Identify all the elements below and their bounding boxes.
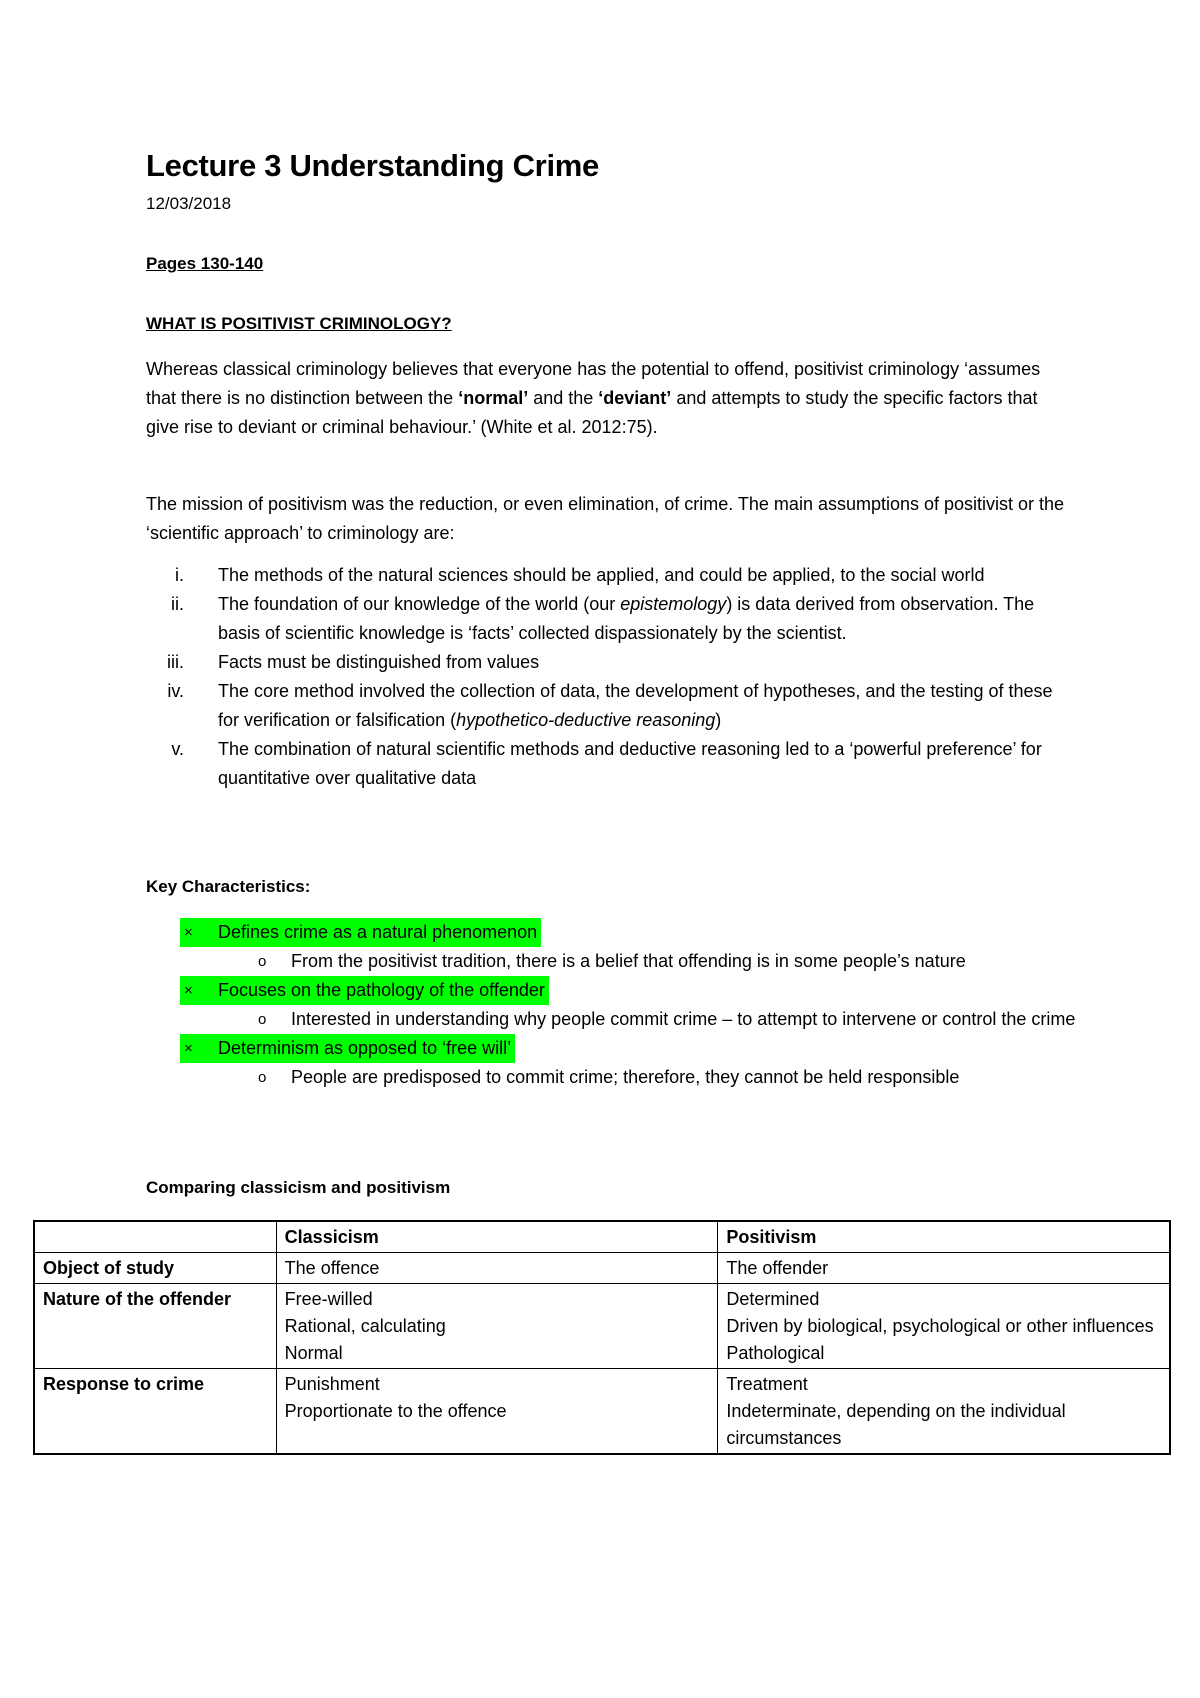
intro-normal-term: ‘normal’	[458, 388, 529, 408]
list-item-text: The foundation of our knowledge of the world (our	[218, 594, 621, 614]
highlighted-characteristic	[180, 918, 541, 947]
positivism-cell	[718, 1253, 1170, 1284]
list-item-text: Facts must be distinguished from values	[218, 652, 540, 672]
pages-reference: Pages 130-140	[146, 254, 264, 273]
circle-bullet-icon: o	[258, 1011, 267, 1028]
characteristic-label: Focuses on the pathology of the offender	[218, 980, 545, 1000]
table-header-cell	[34, 1221, 276, 1253]
cell-line: Proportionate to the offence	[284, 1401, 507, 1421]
lecture-date: 12/03/2018	[146, 194, 232, 213]
row-label: Nature of the offender	[34, 1284, 276, 1369]
list-number: iv.	[167, 681, 184, 701]
list-number: v.	[171, 739, 184, 759]
list-number: iii.	[167, 652, 184, 672]
cell-line: Indeterminate, depending on the individual circumstances	[726, 1401, 1066, 1448]
characteristics-list	[146, 918, 1086, 1092]
intro-text-e: and attempts to study the specific factors that give rise to deviant or criminal behaviour.’ (White et al. 2012:75).	[146, 388, 1038, 437]
sub-list-item	[146, 1005, 1086, 1034]
list-item-text: ) is data derived from observation. The basis of scientific knowledge is ‘facts’ collected dispassionately by the scientist.	[218, 594, 1035, 643]
highlighted-characteristic	[180, 976, 549, 1005]
highlighted-characteristic	[180, 1034, 515, 1063]
cell-line: Determined	[726, 1289, 820, 1309]
list-item	[146, 590, 1076, 648]
intro-text-c: and the	[528, 388, 599, 408]
table-row	[34, 1284, 1170, 1369]
table-row	[34, 1369, 1170, 1455]
cell-line: Pathological	[726, 1343, 825, 1363]
circle-bullet-icon: o	[258, 1069, 267, 1086]
sub-list	[218, 1063, 1086, 1092]
list-item-emphasis: hypothetico-deductive reasoning	[456, 710, 716, 730]
cell-line: Free-willed	[284, 1289, 373, 1309]
sub-list	[218, 947, 1086, 976]
comparison-table	[33, 1220, 1171, 1455]
sub-list-item	[146, 947, 1086, 976]
list-item	[146, 976, 1086, 1034]
list-item	[146, 648, 1076, 677]
cross-bullet-icon: ×	[184, 1040, 193, 1057]
list-number: i.	[175, 565, 184, 585]
classicism-cell	[276, 1369, 718, 1455]
classicism-cell	[276, 1253, 718, 1284]
classicism-cell	[276, 1284, 718, 1369]
list-item-text: The methods of the natural sciences should be applied, and could be applied, to the social world	[218, 565, 985, 585]
cell-line: The offender	[726, 1258, 829, 1278]
table-header-cell: Classicism	[276, 1221, 718, 1253]
table-row	[34, 1253, 1170, 1284]
cross-bullet-icon: ×	[184, 924, 193, 941]
cell-line: Rational, calculating	[284, 1316, 446, 1336]
characteristic-label: Defines crime as a natural phenomenon	[218, 922, 538, 942]
table-header-row	[34, 1221, 1170, 1253]
list-item-emphasis: epistemology	[620, 594, 727, 614]
key-characteristics-heading: Key Characteristics:	[146, 877, 311, 896]
intro-paragraph	[146, 355, 1066, 442]
sub-item-text: Interested in understanding why people commit crime – to attempt to intervene or control the crime	[291, 1009, 1076, 1029]
intro-deviant-term: ‘deviant’	[598, 388, 672, 408]
positivism-cell	[718, 1284, 1170, 1369]
page-title: Lecture 3 Understanding Crime	[146, 148, 599, 183]
list-item-text: )	[715, 710, 722, 730]
intro-text-a: Whereas classical criminology believes that everyone has the potential to offend, positivist criminology ‘assumes that there is no distinction between the	[146, 359, 1041, 408]
cell-line: The offence	[284, 1258, 380, 1278]
sub-item-text: People are predisposed to commit crime; therefore, they cannot be held responsible	[291, 1067, 960, 1087]
row-label: Response to crime	[34, 1369, 276, 1455]
comparison-heading: Comparing classicism and positivism	[146, 1178, 451, 1197]
list-item	[146, 735, 1076, 793]
cross-bullet-icon: ×	[184, 982, 193, 999]
list-number: ii.	[171, 594, 184, 614]
positivism-cell	[718, 1369, 1170, 1455]
list-item	[146, 918, 1086, 976]
cell-line: Treatment	[726, 1374, 808, 1394]
list-item	[146, 561, 1076, 590]
assumptions-list	[146, 561, 1076, 793]
list-item	[146, 677, 1076, 735]
sub-list-item	[146, 1063, 1086, 1092]
characteristic-label: Determinism as opposed to ‘free will’	[218, 1038, 512, 1058]
circle-bullet-icon: o	[258, 953, 267, 970]
cell-line: Punishment	[284, 1374, 380, 1394]
row-label: Object of study	[34, 1253, 276, 1284]
table-header-cell: Positivism	[718, 1221, 1170, 1253]
sub-list	[218, 1005, 1086, 1034]
cell-line: Normal	[284, 1343, 343, 1363]
cell-line: Driven by biological, psychological or other influences	[726, 1316, 1154, 1336]
list-item-text: The core method involved the collection of data, the development of hypotheses, and the testing of these for verification or falsification (	[218, 681, 1053, 730]
list-item-text: The combination of natural scientific methods and deductive reasoning led to a ‘powerful preference’ for quantitative over qualitative data	[218, 739, 1042, 788]
list-item	[146, 1034, 1086, 1092]
mission-paragraph: The mission of positivism was the reduction, or even elimination, of crime. The main assumptions of positivist or the ‘scientific approach’ to criminology are:	[146, 494, 1065, 543]
sub-item-text: From the positivist tradition, there is a belief that offending is in some people’s nature	[291, 951, 966, 971]
section-heading: WHAT IS POSITIVIST CRIMINOLOGY?	[146, 314, 452, 333]
